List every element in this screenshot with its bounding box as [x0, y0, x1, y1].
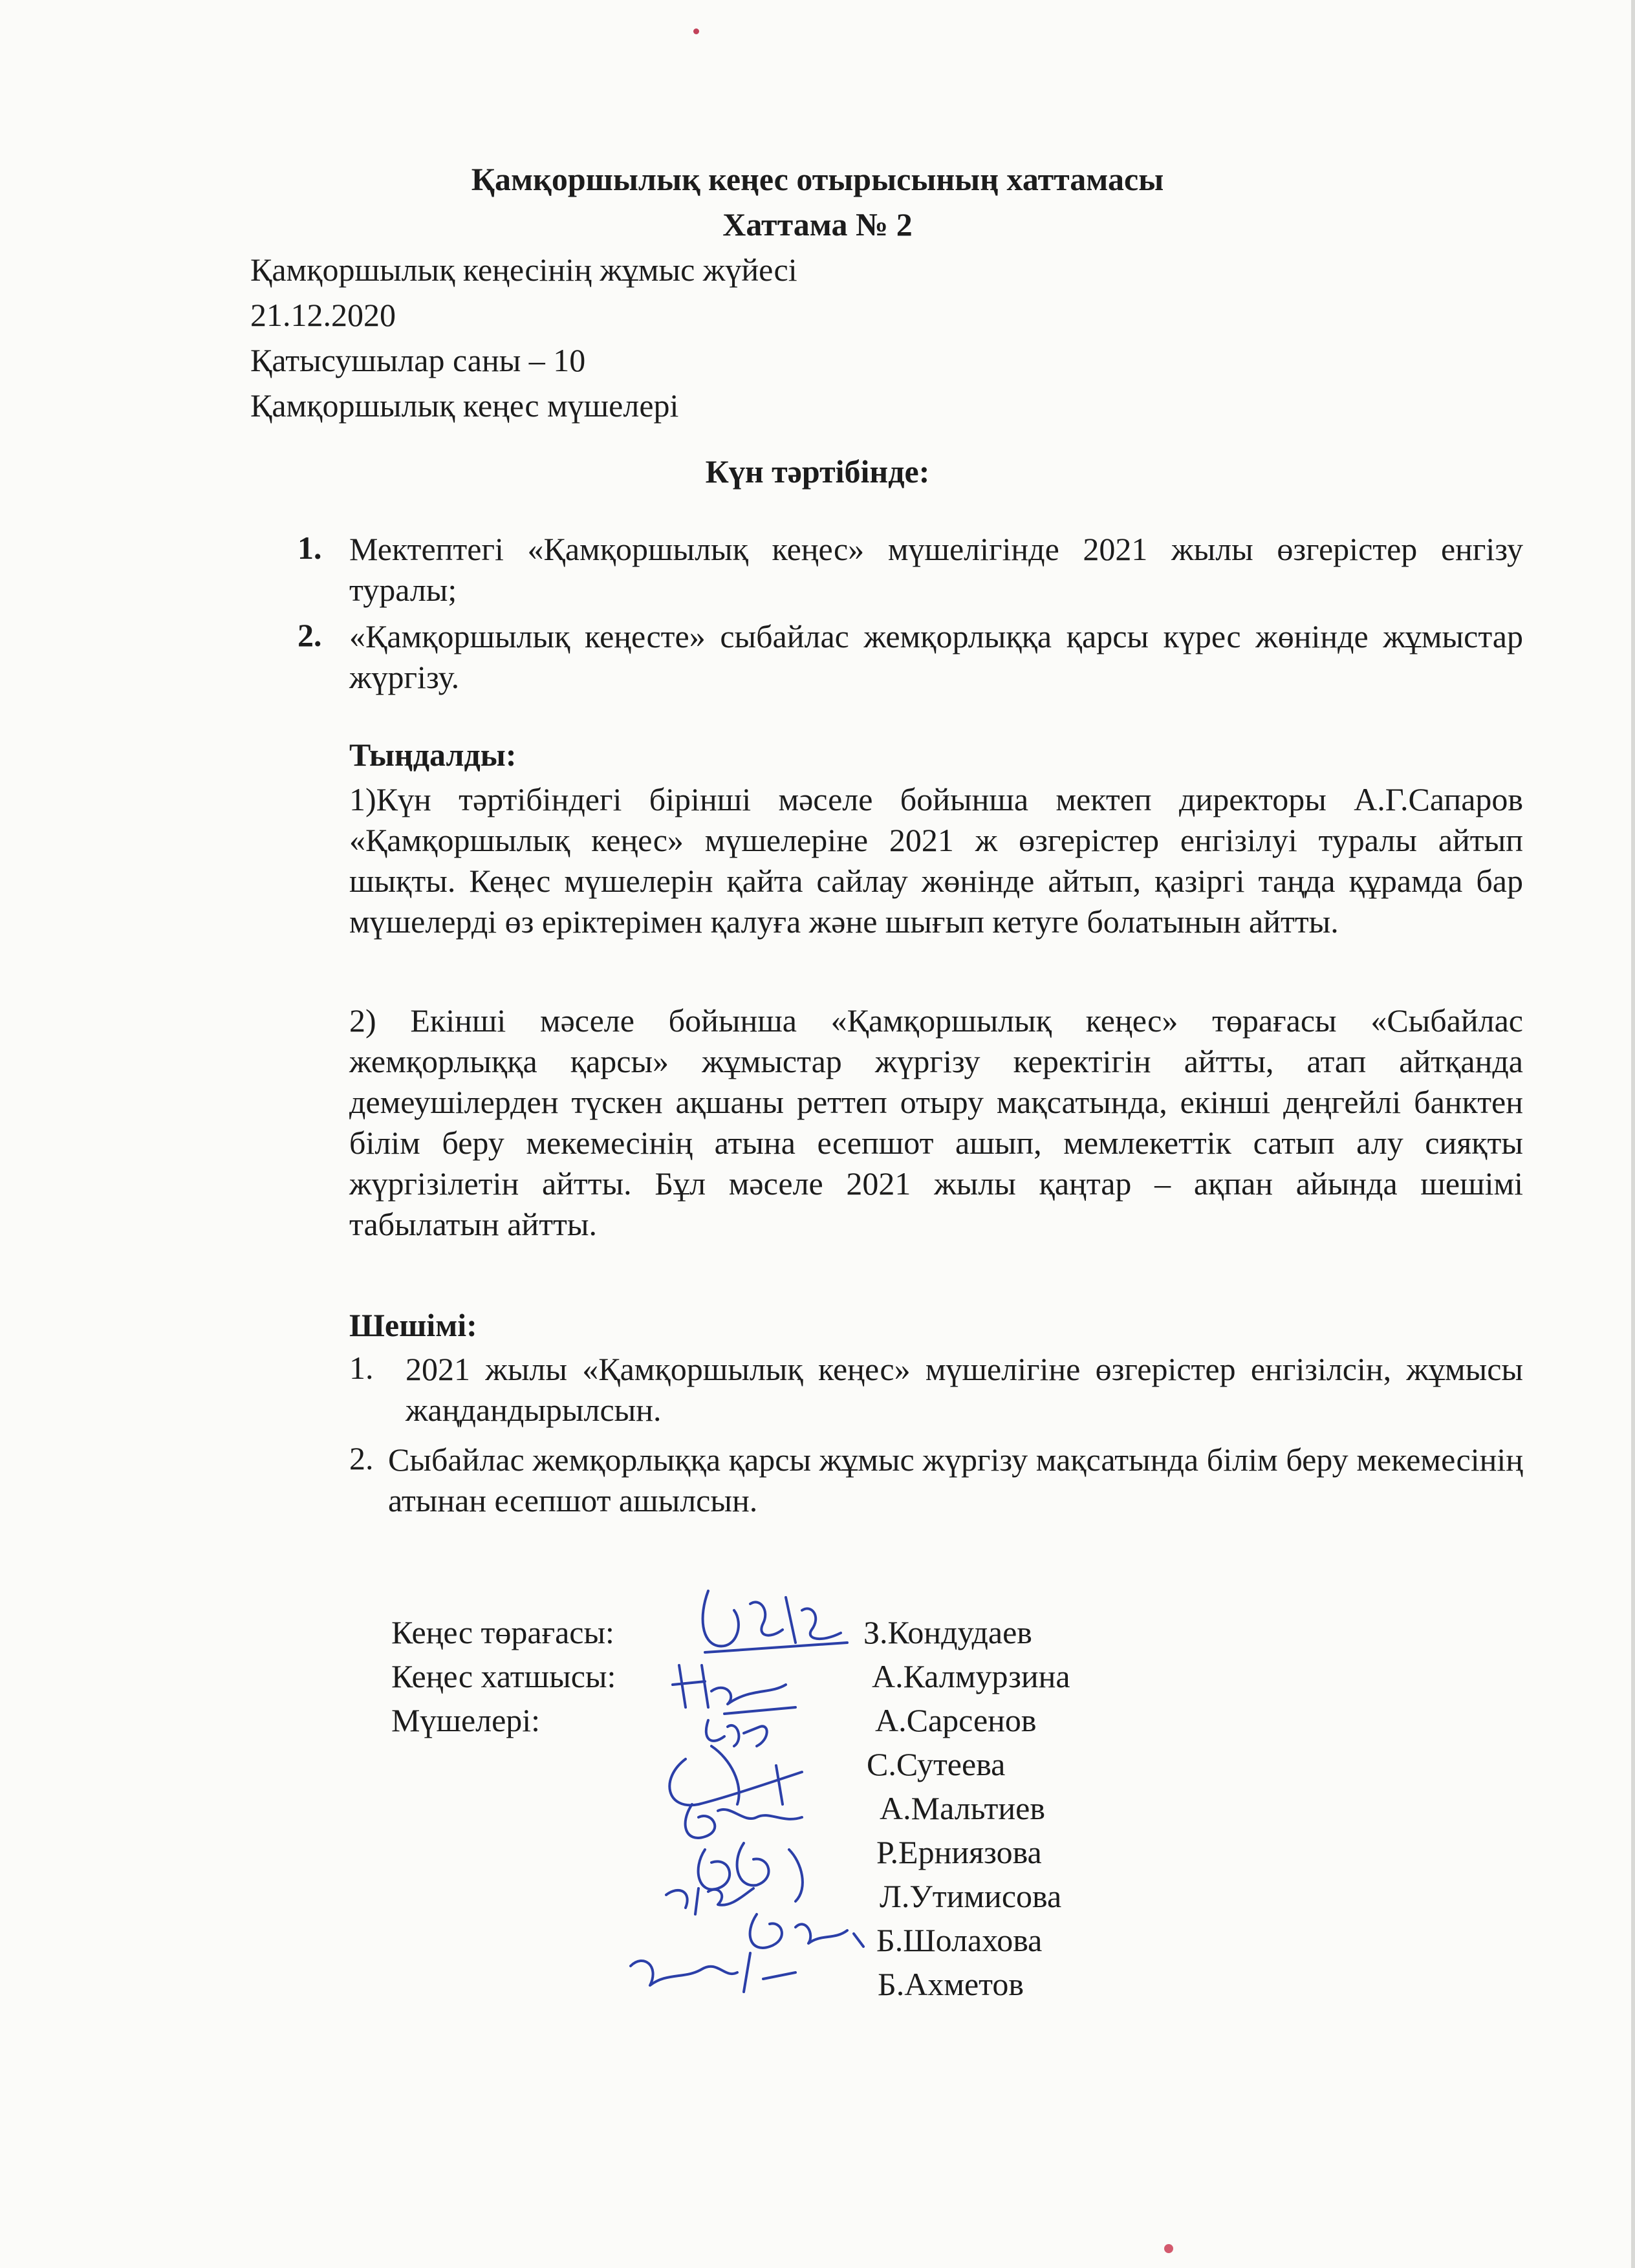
decision-item-number: 2. — [349, 1440, 374, 1476]
signature-member-7 — [631, 1953, 796, 1992]
signatory-name: А.Сарсенов — [875, 1702, 1037, 1738]
agenda-item: Мектептегі «Қамқоршылық кеңес» мүшелігінде 2021 жылы өзгерістер енгізу туралы; — [349, 531, 1523, 608]
signatory-name: Л.Утимисова — [880, 1878, 1062, 1914]
document-title: Қамқоршылық кеңес отырысының хаттамасы — [471, 161, 1164, 197]
signatory-name: Б.Ахметов — [878, 1966, 1024, 2002]
signature-member-6 — [750, 1914, 863, 1948]
signatory-name: А.Мальтиев — [880, 1790, 1045, 1826]
council-system: Қамқоршылық кеңесінің жұмыс жүйесі — [250, 252, 797, 288]
heard-heading: Тыңдалды: — [349, 737, 517, 773]
members-label: Мүшелері: — [391, 1702, 541, 1738]
decision-item: 2021 жылы «Қамқоршылық кеңес» мүшелігіне өзгерістер енгізілсін, жұмысы жаңдандырылсын. — [406, 1351, 1523, 1428]
secretary-label: Кеңес хатшысы: — [391, 1658, 616, 1694]
signatory-name: С.Сутеева — [867, 1746, 1006, 1782]
council-members: Қамқоршылық кеңес мүшелері — [250, 387, 679, 424]
agenda-item-number: 2. — [298, 617, 322, 653]
chair-label: Кеңес төрағасы: — [391, 1614, 614, 1650]
heard-paragraph: 1)Күн тәртібіндегі бірінші мәселе бойынша мектеп директоры А.Г.Сапаров «Қамқоршылық кеңес» мүшелеріне 2021 ж өзгерістер енгізілуі туралы айтып шықты. Кеңес мүшелерін қайта сайлау жөнінде айтып, қазіргі таңда құрамда бар мүшелерді өз еріктерімен қалуға және шығып кетуге болатынын айтты. — [349, 781, 1523, 940]
agenda-item: «Қамқоршылық кеңесте» сыбайлас жемқорлыққа қарсы күрес жөнінде жұмыстар жүргізу. — [349, 618, 1523, 695]
signatory-name: Р.Ерниязова — [876, 1834, 1042, 1870]
signature-chair — [703, 1591, 847, 1652]
signatory-name: З.Кондудаев — [863, 1614, 1032, 1650]
protocol-number: Хаттама № 2 — [722, 206, 913, 243]
participants-count: Қатысушылар саны – 10 — [250, 342, 586, 378]
agenda-item-number: 1. — [298, 530, 322, 566]
signature-member-2 — [669, 1746, 802, 1805]
signature-member-5 — [666, 1888, 753, 1914]
signature-member-4 — [698, 1843, 803, 1901]
agenda-heading: Күн тәртібінде: — [705, 453, 930, 490]
signature-member-3 — [686, 1804, 802, 1838]
signature-member-1 — [706, 1720, 767, 1746]
signatory-name: А.Калмурзина — [872, 1658, 1070, 1694]
decision-heading: Шешімі: — [349, 1307, 477, 1343]
decision-item: Сыбайлас жемқорлыққа қарсы жұмыс жүргізу мақсатында білім беру мекемесінің атынан есепшот ашылсын. — [388, 1442, 1523, 1518]
signatory-name: Б.Шолахова — [876, 1922, 1043, 1958]
heard-paragraph: 2) Екінші мәселе бойынша «Қамқоршылық кеңес» төрағасы «Сыбайлас жемқорлыққа қарсы» жұмыстар жүргізу керектігін айтты, атап айтқанда демеушілерден түскен ақшаны реттеп отыру мақсатында, екінші деңгейлі банктен білім беру мекемесінің атына есепшот ашып, мемлекеттік сатып алу сияқты жүргізілетін айтты. Бұл мәселе 2021 жылы қаңтар – ақпан айында шешімі табылатын айтты. — [349, 1002, 1523, 1242]
meeting-date: 21.12.2020 — [250, 297, 396, 333]
signature-secretary — [673, 1665, 796, 1714]
decision-item-number: 1. — [349, 1350, 374, 1386]
